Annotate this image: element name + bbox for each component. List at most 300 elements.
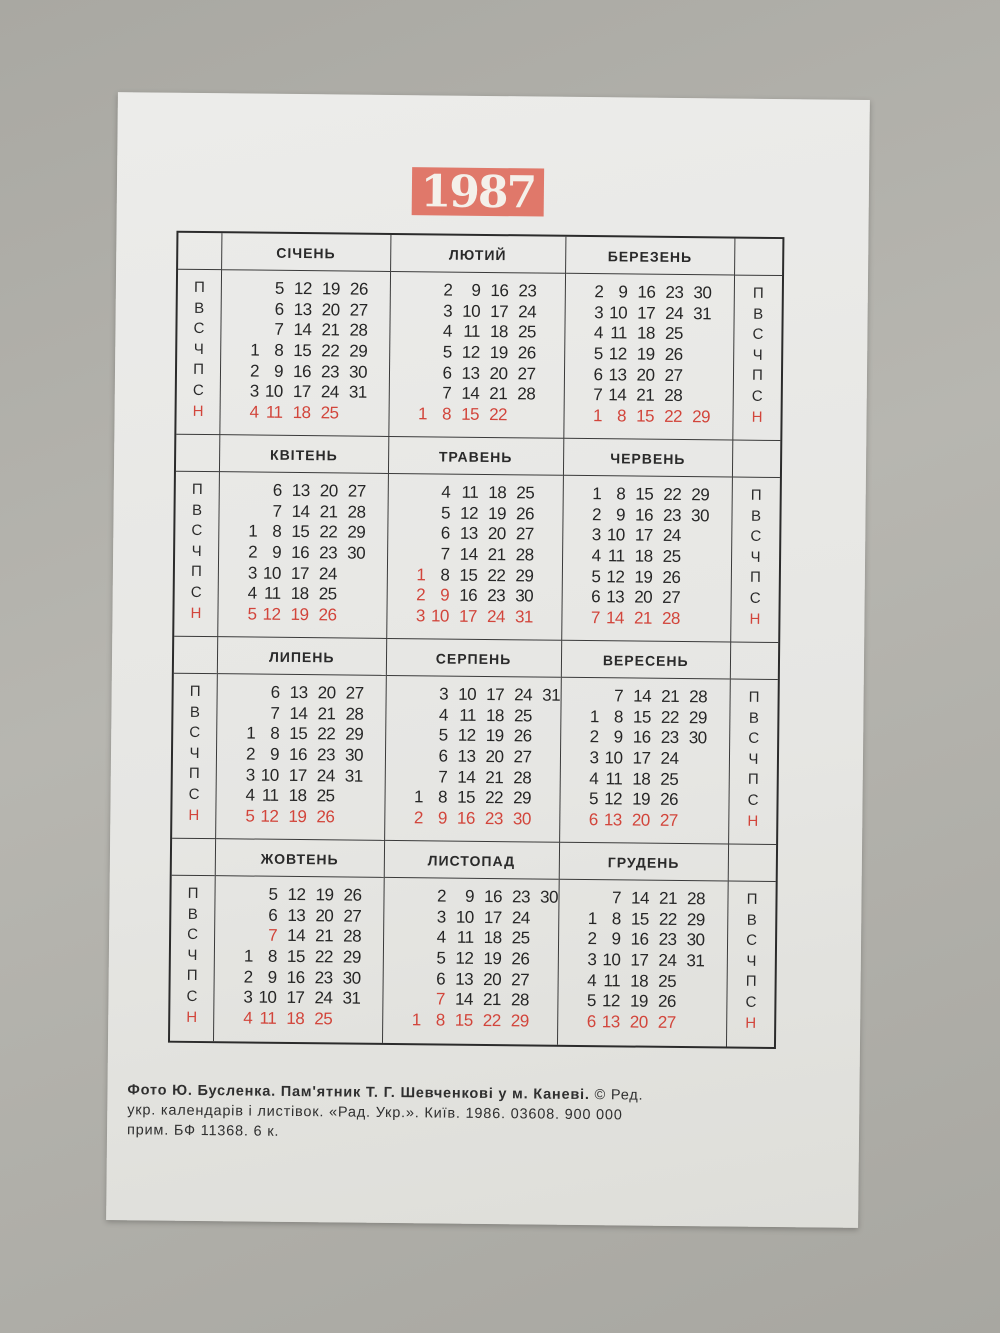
day-number: 3 xyxy=(436,907,446,927)
day-number: 1 xyxy=(248,521,258,542)
week-row xyxy=(578,950,727,972)
day-number: 17 xyxy=(632,748,651,768)
day-number: 19 xyxy=(483,949,502,969)
day-number: 24 xyxy=(658,950,677,971)
day-number: 3 xyxy=(415,606,426,626)
month-name: ГРУДЕНЬ xyxy=(559,843,728,882)
day-number: 11 xyxy=(263,583,281,604)
day-number: 23 xyxy=(316,745,336,765)
day-number: 27 xyxy=(659,810,678,830)
day-number: 10 xyxy=(430,606,450,626)
day-number: 19 xyxy=(634,567,653,587)
weekday-letter: С xyxy=(193,320,205,338)
day-number: 11 xyxy=(259,1008,277,1028)
day-number: 16 xyxy=(288,745,308,765)
weekday-letter: С xyxy=(751,387,763,405)
day-number: 10 xyxy=(260,765,279,785)
day-number: 23 xyxy=(663,505,682,525)
day-number: 27 xyxy=(664,365,683,385)
day-number: 15 xyxy=(630,909,649,929)
day-number: 5 xyxy=(274,279,284,299)
day-number: 9 xyxy=(464,887,475,907)
right-weekday-column xyxy=(732,239,782,441)
week-row xyxy=(234,987,382,1009)
week-row xyxy=(405,746,559,768)
week-row xyxy=(580,810,729,832)
day-number: 12 xyxy=(262,604,281,624)
day-number: 25 xyxy=(314,1009,333,1029)
month-block xyxy=(387,437,564,641)
day-number: 28 xyxy=(343,926,362,947)
weekday-letter: Ч xyxy=(189,744,200,762)
day-number: 1 xyxy=(418,404,428,424)
day-number: 6 xyxy=(591,587,601,607)
day-number: 5 xyxy=(442,342,452,362)
day-number: 7 xyxy=(440,544,450,564)
day-number: 14 xyxy=(287,926,306,946)
day-number: 8 xyxy=(270,724,280,744)
day-number: 29 xyxy=(345,724,364,745)
weekday-letter: С xyxy=(752,325,764,344)
week-row xyxy=(242,299,390,321)
week-row xyxy=(236,785,384,807)
day-number: 31 xyxy=(344,766,363,786)
day-number: 14 xyxy=(461,383,480,404)
day-number: 12 xyxy=(461,342,480,362)
day-number: 18 xyxy=(632,769,651,789)
day-number: 30 xyxy=(512,809,531,829)
day-number: 7 xyxy=(272,501,282,521)
day-number: 19 xyxy=(485,726,504,746)
day-number: 29 xyxy=(349,341,368,361)
day-number: 11 xyxy=(607,546,625,566)
day-number: 28 xyxy=(515,545,534,565)
day-number: 25 xyxy=(517,322,537,342)
day-number: 28 xyxy=(686,889,706,909)
day-number: 13 xyxy=(601,1012,620,1032)
day-number: 28 xyxy=(661,608,681,628)
day-number: 27 xyxy=(657,1012,676,1032)
day-number: 5 xyxy=(591,566,601,586)
day-number: 2 xyxy=(248,542,258,562)
day-number: 4 xyxy=(593,323,604,343)
day-number: 10 xyxy=(604,748,623,768)
day-number: 11 xyxy=(610,323,628,343)
week-row xyxy=(405,767,559,789)
day-number: 21 xyxy=(315,926,334,946)
week-row xyxy=(585,344,734,366)
day-number: 25 xyxy=(660,769,679,789)
day-number: 27 xyxy=(513,747,532,767)
day-number: 10 xyxy=(262,563,281,583)
day-number: 27 xyxy=(347,481,366,502)
weekday-letter: С xyxy=(187,926,199,944)
day-number: 9 xyxy=(613,727,623,747)
week-row xyxy=(239,542,387,564)
day-number: 3 xyxy=(587,950,597,970)
day-number: 13 xyxy=(459,524,478,544)
day-number: 25 xyxy=(320,403,339,423)
day-number: 6 xyxy=(593,364,603,384)
weekday-letter: В xyxy=(187,905,198,923)
day-number: 29 xyxy=(686,909,705,930)
day-number: 30 xyxy=(539,887,559,908)
day-number: 7 xyxy=(435,989,446,1009)
day-number: 23 xyxy=(320,361,340,382)
day-number: 3 xyxy=(243,987,253,1007)
month-block xyxy=(389,235,566,439)
day-number: 26 xyxy=(657,992,677,1012)
weekday-letter: Ч xyxy=(748,750,759,768)
day-number: 26 xyxy=(660,790,679,810)
day-number: 28 xyxy=(517,384,536,404)
day-number: 10 xyxy=(606,525,625,545)
week-row xyxy=(581,707,730,729)
day-number: 3 xyxy=(589,748,599,768)
weekday-letter: В xyxy=(750,507,762,525)
week-row xyxy=(583,484,732,506)
weekday-letter: Ч xyxy=(750,548,761,566)
day-number: 10 xyxy=(462,301,481,321)
week-row xyxy=(241,340,389,362)
day-number: 23 xyxy=(665,283,684,303)
day-number: 2 xyxy=(245,744,256,764)
day-number: 27 xyxy=(515,524,534,544)
month-name: БЕРЕЗЕНЬ xyxy=(566,237,735,276)
week-row xyxy=(583,525,732,547)
week-row xyxy=(407,565,561,587)
day-number: 18 xyxy=(286,1008,305,1028)
day-number: 29 xyxy=(688,707,708,728)
right-weekday-column xyxy=(726,845,776,1047)
day-number: 19 xyxy=(288,806,307,826)
day-number: 7 xyxy=(270,703,280,723)
day-number: 16 xyxy=(459,585,478,606)
day-number: 30 xyxy=(515,586,534,606)
day-number: 15 xyxy=(286,946,305,967)
day-number: 4 xyxy=(591,546,601,566)
day-number: 2 xyxy=(443,280,453,300)
day-number: 2 xyxy=(436,886,447,906)
day-number: 21 xyxy=(482,990,502,1010)
day-number: 4 xyxy=(442,321,453,342)
day-number: 28 xyxy=(347,502,366,522)
day-number: 24 xyxy=(514,685,533,705)
day-number: 24 xyxy=(665,303,684,323)
day-number: 9 xyxy=(437,808,447,828)
week-row xyxy=(583,505,732,527)
day-number: 25 xyxy=(316,786,335,806)
day-number: 1 xyxy=(416,564,426,585)
day-number: 18 xyxy=(485,705,505,726)
day-number: 11 xyxy=(463,322,481,342)
week-row xyxy=(409,383,563,405)
day-number: 27 xyxy=(343,906,362,926)
month-name: ВЕРЕСЕНЬ xyxy=(561,641,730,680)
day-number: 27 xyxy=(511,969,530,990)
day-number: 23 xyxy=(487,586,506,606)
day-number: 15 xyxy=(293,341,312,361)
day-number: 12 xyxy=(608,344,627,364)
day-number: 7 xyxy=(590,607,601,628)
day-number: 26 xyxy=(662,567,681,587)
weekday-letter: П xyxy=(188,765,200,783)
month-block xyxy=(220,233,391,437)
weekday-letter: П xyxy=(752,367,763,385)
week-row xyxy=(407,544,561,566)
day-number: 30 xyxy=(686,930,705,950)
day-number: 3 xyxy=(249,381,259,401)
weekday-letter: Ч xyxy=(746,952,757,970)
weekday-letter: Н xyxy=(749,610,761,628)
day-number: 20 xyxy=(321,300,340,320)
day-number: 1 xyxy=(246,723,256,744)
weekday-letter: П xyxy=(749,569,761,587)
day-number: 4 xyxy=(441,482,451,502)
day-number: 8 xyxy=(272,522,282,542)
month-block xyxy=(564,237,735,441)
day-number: 11 xyxy=(461,483,479,503)
right-weekday-column xyxy=(728,643,778,845)
day-number: 30 xyxy=(691,506,710,526)
day-number: 17 xyxy=(637,303,656,323)
week-row xyxy=(579,909,728,931)
day-number: 18 xyxy=(630,971,649,991)
day-number: 22 xyxy=(314,947,333,967)
day-number: 26 xyxy=(513,726,532,746)
week-row xyxy=(580,789,729,811)
day-number: 7 xyxy=(593,385,603,405)
day-number: 20 xyxy=(636,365,655,385)
day-number: 16 xyxy=(456,808,475,828)
month-name: ЖОВТЕНЬ xyxy=(216,839,384,878)
day-number: 25 xyxy=(516,483,535,503)
day-number: 10 xyxy=(264,381,283,402)
day-number: 24 xyxy=(486,606,506,627)
month-block xyxy=(562,439,733,643)
weekday-letter: П xyxy=(750,486,762,504)
day-number: 8 xyxy=(440,565,450,585)
day-number: 27 xyxy=(662,588,681,608)
day-number: 23 xyxy=(484,808,503,829)
day-number: 31 xyxy=(342,988,361,1008)
week-row xyxy=(403,969,557,991)
day-number: 21 xyxy=(633,608,653,628)
day-number: 10 xyxy=(458,684,477,705)
day-number: 14 xyxy=(459,544,478,564)
day-number: 23 xyxy=(660,728,679,748)
day-number: 7 xyxy=(442,383,452,403)
day-number: 5 xyxy=(588,789,599,809)
day-number: 7 xyxy=(611,888,622,908)
weekday-letter: П xyxy=(191,480,203,499)
week-row xyxy=(585,303,734,325)
weekday-letter: С xyxy=(192,381,204,399)
day-number: 15 xyxy=(291,522,310,542)
week-row xyxy=(239,563,387,585)
week-row xyxy=(242,278,390,300)
week-row xyxy=(582,566,731,588)
day-number: 26 xyxy=(343,885,362,905)
week-row xyxy=(408,482,562,504)
weekday-letter: В xyxy=(189,703,201,721)
week-row xyxy=(581,686,730,708)
day-number: 28 xyxy=(349,321,368,341)
day-number: 17 xyxy=(486,685,505,705)
weekday-letter: С xyxy=(748,729,760,748)
day-number: 16 xyxy=(483,887,503,907)
day-number: 9 xyxy=(611,929,621,949)
day-number: 12 xyxy=(293,279,312,299)
day-number: 5 xyxy=(247,604,257,624)
weekday-letter: П xyxy=(745,973,757,991)
day-number: 14 xyxy=(293,320,312,340)
weekday-letter: С xyxy=(749,589,761,607)
week-row xyxy=(409,404,563,426)
calendar-grid xyxy=(168,231,784,1049)
week-row xyxy=(403,948,557,970)
day-number: 8 xyxy=(616,484,626,504)
week-row xyxy=(238,682,386,704)
day-number: 28 xyxy=(345,704,364,724)
week-row xyxy=(403,927,557,949)
day-number: 1 xyxy=(250,340,260,360)
caption-photo-credit: Фото Ю. Бусленка. Пам'ятник Т. Г. Шевченкові у м. Каневі. xyxy=(127,1082,590,1104)
day-number: 12 xyxy=(460,503,479,523)
day-number: 3 xyxy=(245,765,255,785)
day-number: 19 xyxy=(488,503,507,524)
month-name: ЛИСТОПАД xyxy=(384,841,558,880)
day-number: 21 xyxy=(321,320,340,340)
day-number: 15 xyxy=(461,404,480,424)
weekday-letter: В xyxy=(748,709,759,727)
day-number: 4 xyxy=(245,785,255,805)
day-number: 1 xyxy=(589,706,600,727)
day-number: 15 xyxy=(454,1010,473,1030)
week-row xyxy=(237,765,385,787)
week-row xyxy=(580,768,729,790)
day-number: 6 xyxy=(270,683,280,703)
day-number: 29 xyxy=(515,565,534,586)
weekday-letter: П xyxy=(187,884,199,902)
day-number: 17 xyxy=(630,950,649,970)
day-number: 15 xyxy=(457,787,476,808)
day-number: 2 xyxy=(589,727,599,747)
day-number: 9 xyxy=(273,361,284,381)
weekday-letter: В xyxy=(746,911,757,929)
day-number: 22 xyxy=(664,406,683,426)
day-number: 25 xyxy=(511,928,530,948)
day-number: 7 xyxy=(614,686,624,706)
day-number: 29 xyxy=(510,1011,529,1031)
day-number: 15 xyxy=(635,484,654,505)
day-number: 18 xyxy=(488,483,507,503)
month-block xyxy=(560,641,731,845)
day-number: 18 xyxy=(483,928,502,948)
weekday-letter: Н xyxy=(751,408,763,426)
day-number: 30 xyxy=(348,362,368,382)
day-number: 18 xyxy=(636,324,656,344)
month-name: СІЧЕНЬ xyxy=(222,233,390,272)
day-number: 16 xyxy=(490,281,509,301)
weekday-letter: П xyxy=(193,278,205,297)
day-number: 25 xyxy=(664,324,684,344)
day-number: 26 xyxy=(318,605,337,625)
day-number: 10 xyxy=(609,303,628,323)
day-number: 13 xyxy=(289,683,308,703)
weekday-letter: В xyxy=(753,305,764,323)
weekday-letter: П xyxy=(747,771,759,789)
week-row xyxy=(237,703,385,725)
day-number: 12 xyxy=(287,885,306,905)
day-number: 20 xyxy=(319,481,338,501)
day-number: 5 xyxy=(245,806,255,826)
day-number: 13 xyxy=(291,481,310,501)
day-number: 2 xyxy=(416,585,426,605)
week-row xyxy=(582,546,731,568)
day-number: 14 xyxy=(457,767,476,787)
day-number: 7 xyxy=(438,767,448,787)
day-number: 19 xyxy=(315,885,334,905)
day-number: 12 xyxy=(455,948,474,968)
day-number: 14 xyxy=(454,989,474,1010)
weekday-letter: С xyxy=(186,987,198,1005)
day-number: 10 xyxy=(602,950,621,970)
day-number: 27 xyxy=(349,300,368,320)
day-number: 11 xyxy=(265,402,283,422)
day-number: 2 xyxy=(594,282,604,302)
day-number: 25 xyxy=(658,971,677,991)
week-row xyxy=(578,929,727,951)
day-number: 9 xyxy=(440,585,450,605)
day-number: 9 xyxy=(267,967,277,987)
day-number: 3 xyxy=(439,684,449,704)
day-number: 31 xyxy=(542,685,561,706)
week-row xyxy=(408,523,562,545)
month-block xyxy=(382,841,559,1045)
weekday-letter: Н xyxy=(747,812,759,830)
day-number: 8 xyxy=(435,1010,445,1030)
week-row xyxy=(578,991,727,1013)
day-number: 18 xyxy=(489,322,509,342)
weekday-letter: С xyxy=(189,724,201,742)
day-number: 11 xyxy=(456,928,474,948)
day-number: 29 xyxy=(692,406,711,427)
day-number: 17 xyxy=(288,765,307,785)
day-number: 29 xyxy=(691,485,710,505)
day-number: 21 xyxy=(485,767,504,787)
day-number: 24 xyxy=(320,382,339,402)
week-row xyxy=(410,280,564,302)
week-row xyxy=(581,727,730,749)
day-number: 1 xyxy=(592,405,603,426)
day-number: 13 xyxy=(606,587,625,607)
day-number: 16 xyxy=(292,361,312,381)
day-number: 14 xyxy=(608,385,627,405)
week-row xyxy=(409,363,563,385)
day-number: 29 xyxy=(347,523,366,543)
day-number: 5 xyxy=(438,725,448,746)
month-block xyxy=(214,839,385,1043)
day-number: 30 xyxy=(688,728,707,748)
month-name: ЧЕРВЕНЬ xyxy=(563,439,732,478)
day-number: 15 xyxy=(289,724,308,744)
weekday-letter: П xyxy=(752,284,764,302)
day-number: 14 xyxy=(633,686,652,707)
day-number: 3 xyxy=(443,301,453,321)
week-row xyxy=(239,583,387,605)
week-row xyxy=(235,946,383,968)
